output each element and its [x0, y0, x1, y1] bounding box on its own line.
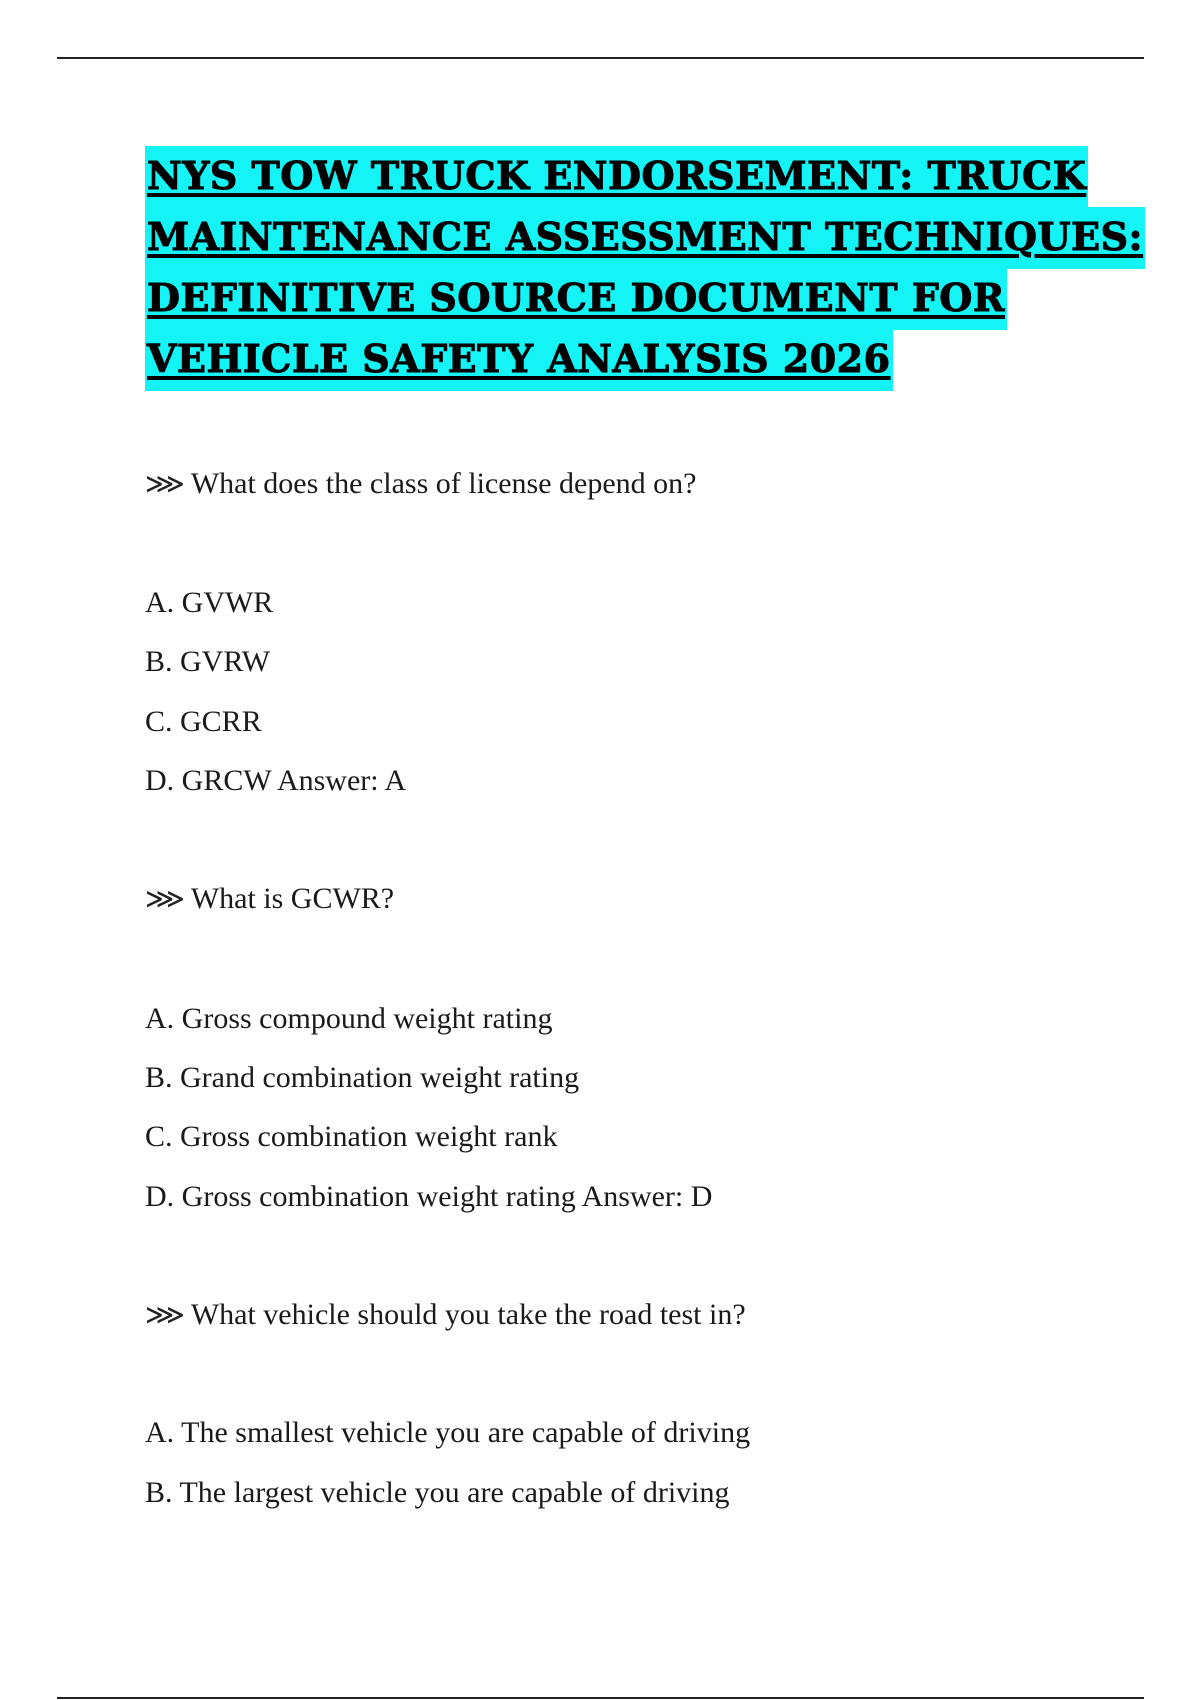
- option: B. GVRW: [145, 645, 271, 678]
- bottom-rule: [57, 1697, 1144, 1699]
- option: C. Gross combination weight rank: [145, 1120, 558, 1153]
- option: D. GRCW Answer: A: [145, 764, 407, 797]
- question-text: What does the class of license depend on?: [190, 467, 697, 500]
- document-title-line-3: DEFINITIVE SOURCE DOCUMENT FOR: [145, 268, 1007, 332]
- option: A. The smallest vehicle you are capable of driving: [145, 1416, 751, 1449]
- bullet-arrow-icon: ⋙: [145, 469, 185, 500]
- option: B. Grand combination weight rating: [145, 1061, 580, 1094]
- question-3: [145, 1297, 746, 1334]
- question-1: [145, 466, 696, 503]
- top-rule: [57, 57, 1144, 59]
- option: A. GVWR: [145, 586, 274, 619]
- option: C. GCRR: [145, 705, 262, 738]
- option: B. The largest vehicle you are capable of driving: [145, 1476, 730, 1509]
- bullet-arrow-icon: ⋙: [145, 1300, 185, 1331]
- document-title-line-1: NYS TOW TRUCK ENDORSEMENT: TRUCK: [145, 146, 1088, 210]
- question-text: What is GCWR?: [190, 882, 395, 915]
- option: D. Gross combination weight rating Answer: D: [145, 1180, 713, 1213]
- document-title-line-4: VEHICLE SAFETY ANALYSIS 2026: [145, 329, 893, 393]
- option: A. Gross compound weight rating: [145, 1002, 553, 1035]
- question-2: [145, 881, 394, 918]
- bullet-arrow-icon: ⋙: [145, 884, 185, 915]
- document-title-line-2: MAINTENANCE ASSESSMENT TECHNIQUES:: [145, 207, 1145, 271]
- question-text: What vehicle should you take the road test in?: [190, 1298, 746, 1331]
